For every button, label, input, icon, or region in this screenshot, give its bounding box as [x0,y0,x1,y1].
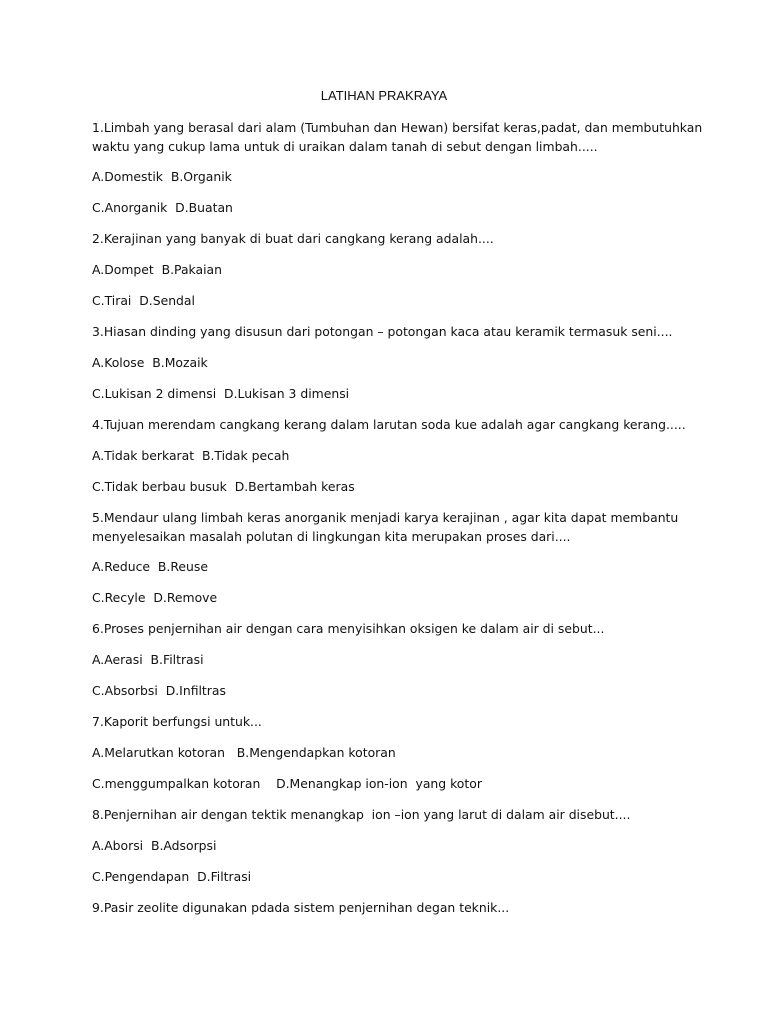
question-1-options-c-d: C.Anorganik D.Buatan [92,200,233,215]
question-5-options-c-d: C.Recyle D.Remove [92,590,218,605]
question-6-options-c-d: C.Absorbsi D.Infiltras [92,683,226,698]
question-5-options-a-b: A.Reduce B.Reuse [92,559,208,574]
question-1-options-a-b: A.Domestik B.Organik [92,169,232,184]
question-2-options-c-d: C.Tirai D.Sendal [92,293,195,308]
question-3-text: 3.Hiasan dinding yang disusun dari potongan – potongan kaca atau keramik termasuk seni.... [92,324,673,339]
question-4-text: 4.Tujuan merendam cangkang kerang dalam larutan soda kue adalah agar cangkang kerang..... [92,417,686,432]
question-4-options-a-b: A.Tidak berkarat B.Tidak pecah [92,448,290,463]
document-title: LATIHAN PRAKRAYA [320,88,448,103]
question-2-text: 2.Kerajinan yang banyak di buat dari cangkang kerang adalah.... [92,231,494,246]
question-7-text: 7.Kaporit berfungsi untuk... [92,714,262,729]
question-9-text: 9.Pasir zeolite digunakan pdada sistem penjernihan degan teknik... [92,900,510,915]
question-5-text-line-2: menyelesaikan masalah polutan di lingkungan kita merupakan proses dari.... [92,529,571,544]
question-8-text: 8.Penjernihan air dengan tektik menangkap ion –ion yang larut di dalam air disebut.... [92,807,631,822]
question-1-text-line-1: 1.Limbah yang berasal dari alam (Tumbuhan dan Hewan) bersifat keras,padat, dan membutuhkan [92,120,703,135]
question-4-options-c-d: C.Tidak berbau busuk D.Bertambah keras [92,479,355,494]
question-2-options-a-b: A.Dompet B.Pakaian [92,262,222,277]
question-8-options-c-d: C.Pengendapan D.Filtrasi [92,869,252,884]
question-6-options-a-b: A.Aerasi B.Filtrasi [92,652,204,667]
question-7-options-a-b: A.Melarutkan kotoran B.Mengendapkan kotoran [92,745,396,760]
question-8-options-a-b: A.Aborsi B.Adsorpsi [92,838,217,853]
question-3-options-c-d: C.Lukisan 2 dimensi D.Lukisan 3 dimensi [92,386,350,401]
question-1-text-line-2: waktu yang cukup lama untuk di uraikan dalam tanah di sebut dengan limbah..... [92,139,598,154]
question-3-options-a-b: A.Kolose B.Mozaik [92,355,208,370]
question-5-text-line-1: 5.Mendaur ulang limbah keras anorganik menjadi karya kerajinan , agar kita dapat membantu [92,510,679,525]
question-7-options-c-d: C.menggumpalkan kotoran D.Menangkap ion-ion yang kotor [92,776,482,791]
question-6-text: 6.Proses penjernihan air dengan cara menyisihkan oksigen ke dalam air di sebut... [92,621,605,636]
